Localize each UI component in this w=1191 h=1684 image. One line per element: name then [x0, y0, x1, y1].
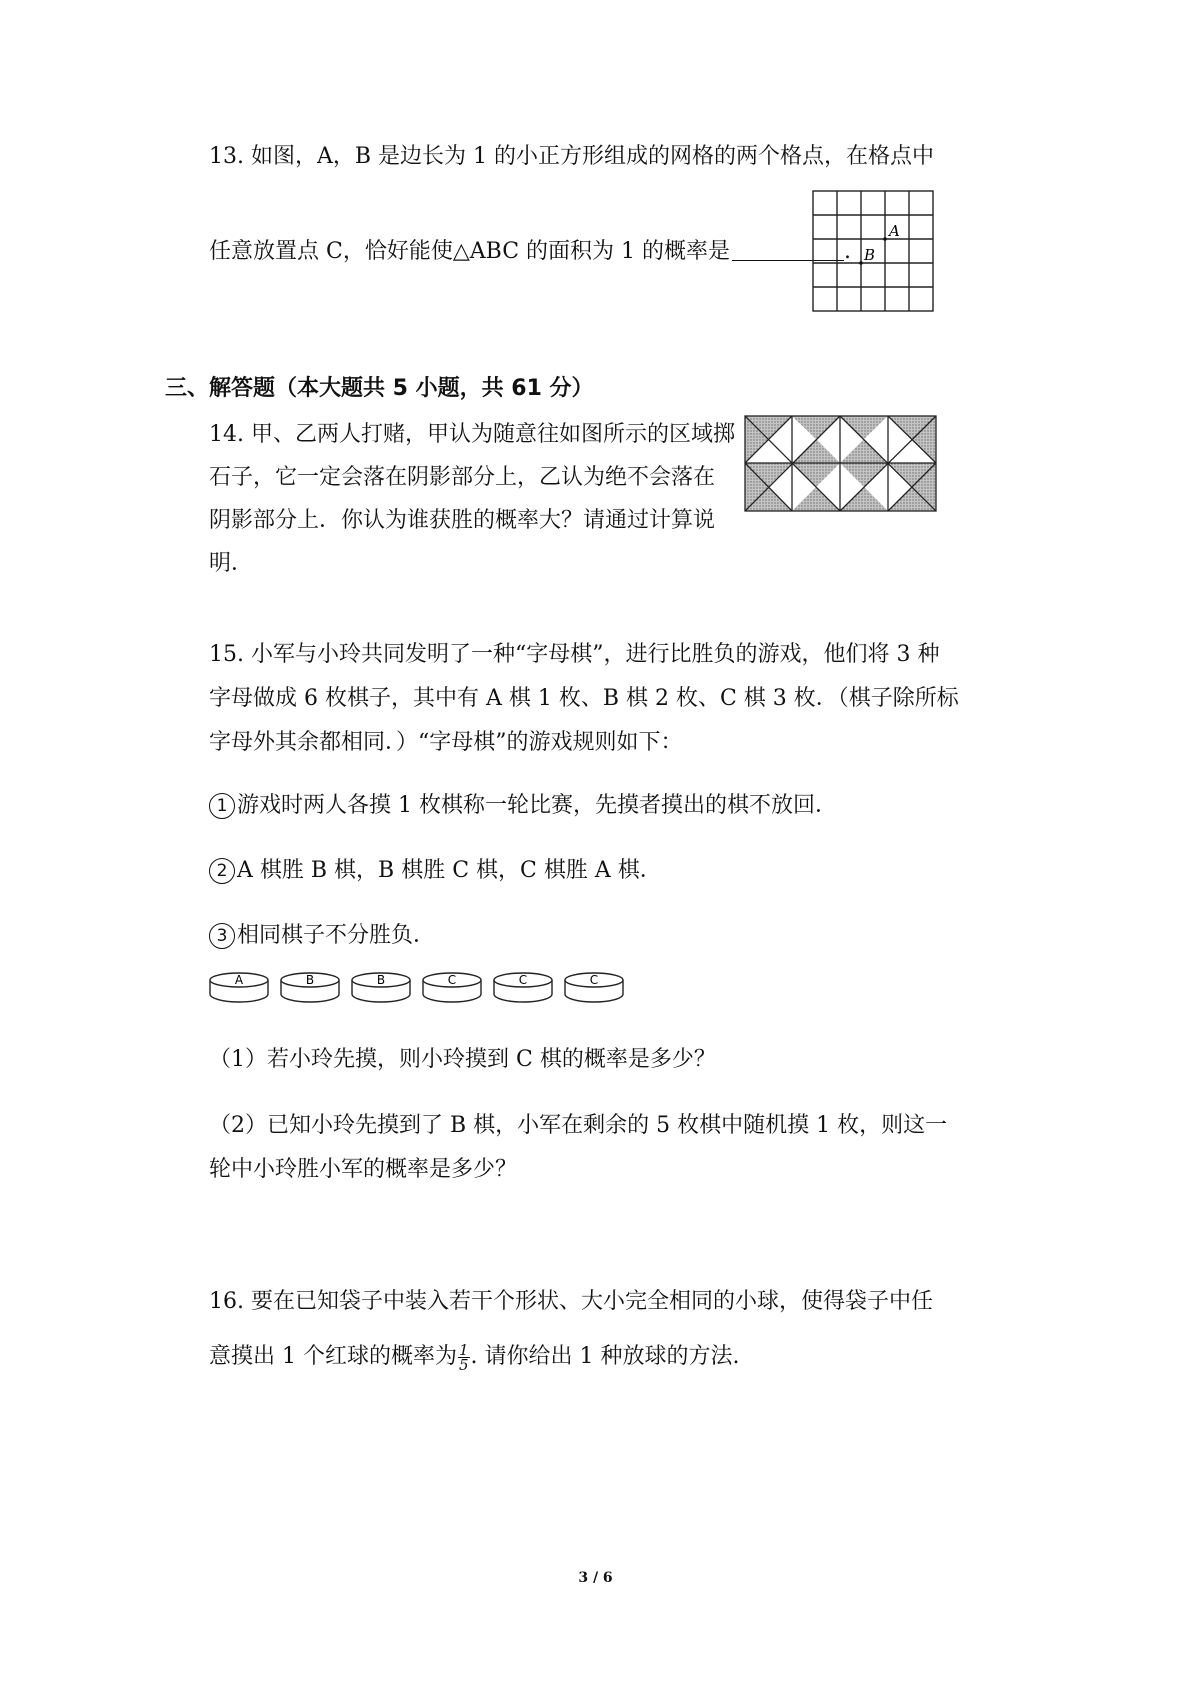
chess-piece-label: C — [589, 973, 599, 987]
point-a-label: A — [889, 222, 900, 240]
rule2-number: 2 — [209, 858, 235, 884]
page-number: 3 / 6 — [578, 1570, 613, 1586]
rule1-number: 1 — [209, 793, 235, 819]
chess-pieces-figure — [208, 968, 638, 1008]
q15-line2: 字母做成 6 枚棋子，其中有 A 棋 1 枚、B 棋 2 枚、C 棋 3 枚．（棋子除所标 — [209, 686, 959, 711]
shaded-region-figure — [744, 415, 937, 512]
q15-rule3 — [209, 921, 435, 951]
q16-line2-end: . 请你给出 1 种放球的方法. — [470, 1344, 740, 1369]
q15-line1: 15. 小军与小玲共同发明了一种“字母棋”，进行比胜负的游戏，他们将 3 种 — [209, 642, 940, 667]
chess-piece-label: C — [447, 973, 457, 987]
chess-piece — [352, 973, 410, 1002]
q16-line1: 16. 要在已知袋子中装入若干个形状、大小完全相同的小球，使得袋子中任 — [209, 1289, 933, 1314]
chess-piece-label: C — [518, 973, 528, 987]
chess-piece-label: B — [305, 973, 315, 987]
rule3-number: 3 — [209, 923, 235, 949]
q15-sub2-line1: （2）已知小玲先摸到了 B 棋，小军在剩余的 5 枚棋中随机摸 1 枚，则这一 — [209, 1113, 948, 1138]
q15-sub1: （1）若小玲先摸，则小玲摸到 C 棋的概率是多少？ — [209, 1047, 716, 1072]
q13-line2-end: . — [844, 239, 852, 264]
q13-line2-text: 任意放置点 C，恰好能使△ABC 的面积为 1 的概率是 — [209, 239, 731, 264]
rule1-text: 游戏时两人各摸 1 枚棋称一轮比赛，先摸者摸出的棋不放回． — [237, 793, 837, 818]
q16-line2 — [209, 1342, 740, 1372]
rule3-text: 相同棋子不分胜负． — [237, 923, 436, 948]
q13-line2 — [209, 237, 851, 267]
q15-rule1 — [209, 791, 837, 821]
q15-rule2 — [209, 856, 662, 886]
chess-piece — [494, 973, 552, 1002]
q14-line4: 明． — [209, 551, 254, 576]
q14-line1: 14. 甲、乙两人打赌，甲认为随意往如图所示的区域掷 — [209, 422, 735, 447]
chess-piece — [565, 973, 623, 1002]
chess-piece — [423, 973, 481, 1002]
fraction-numerator: 1 — [458, 1340, 469, 1359]
q14-line2: 石子，它一定会落在阴影部分上，乙认为绝不会落在 — [209, 465, 716, 490]
fraction-one-fifth — [458, 1340, 470, 1374]
q15-line3: 字母外其余都相同．）“字母棋”的游戏规则如下： — [209, 730, 683, 755]
q14-line3: 阴影部分上．你认为谁获胜的概率大？请通过计算说 — [209, 508, 716, 533]
fraction-denominator: 5 — [458, 1355, 469, 1374]
grid-figure — [812, 190, 934, 312]
q15-sub2-line2: 轮中小玲胜小军的概率是多少？ — [209, 1157, 518, 1182]
chess-piece — [281, 973, 339, 1002]
point-b-label: B — [864, 246, 876, 264]
chess-piece — [210, 973, 268, 1002]
chess-piece-label: A — [234, 973, 244, 987]
rule2-text: A 棋胜 B 棋，B 棋胜 C 棋，C 棋胜 A 棋． — [237, 858, 662, 883]
chess-piece-label: B — [376, 973, 386, 987]
section-title: 三、解答题（本大题共 5 小题，共 61 分） — [165, 376, 594, 401]
q16-line2-text: 意摸出 1 个红球的概率为 — [209, 1344, 457, 1369]
q13-line1: 13. 如图，A，B 是边长为 1 的小正方形组成的网格的两个格点，在格点中 — [209, 144, 935, 169]
